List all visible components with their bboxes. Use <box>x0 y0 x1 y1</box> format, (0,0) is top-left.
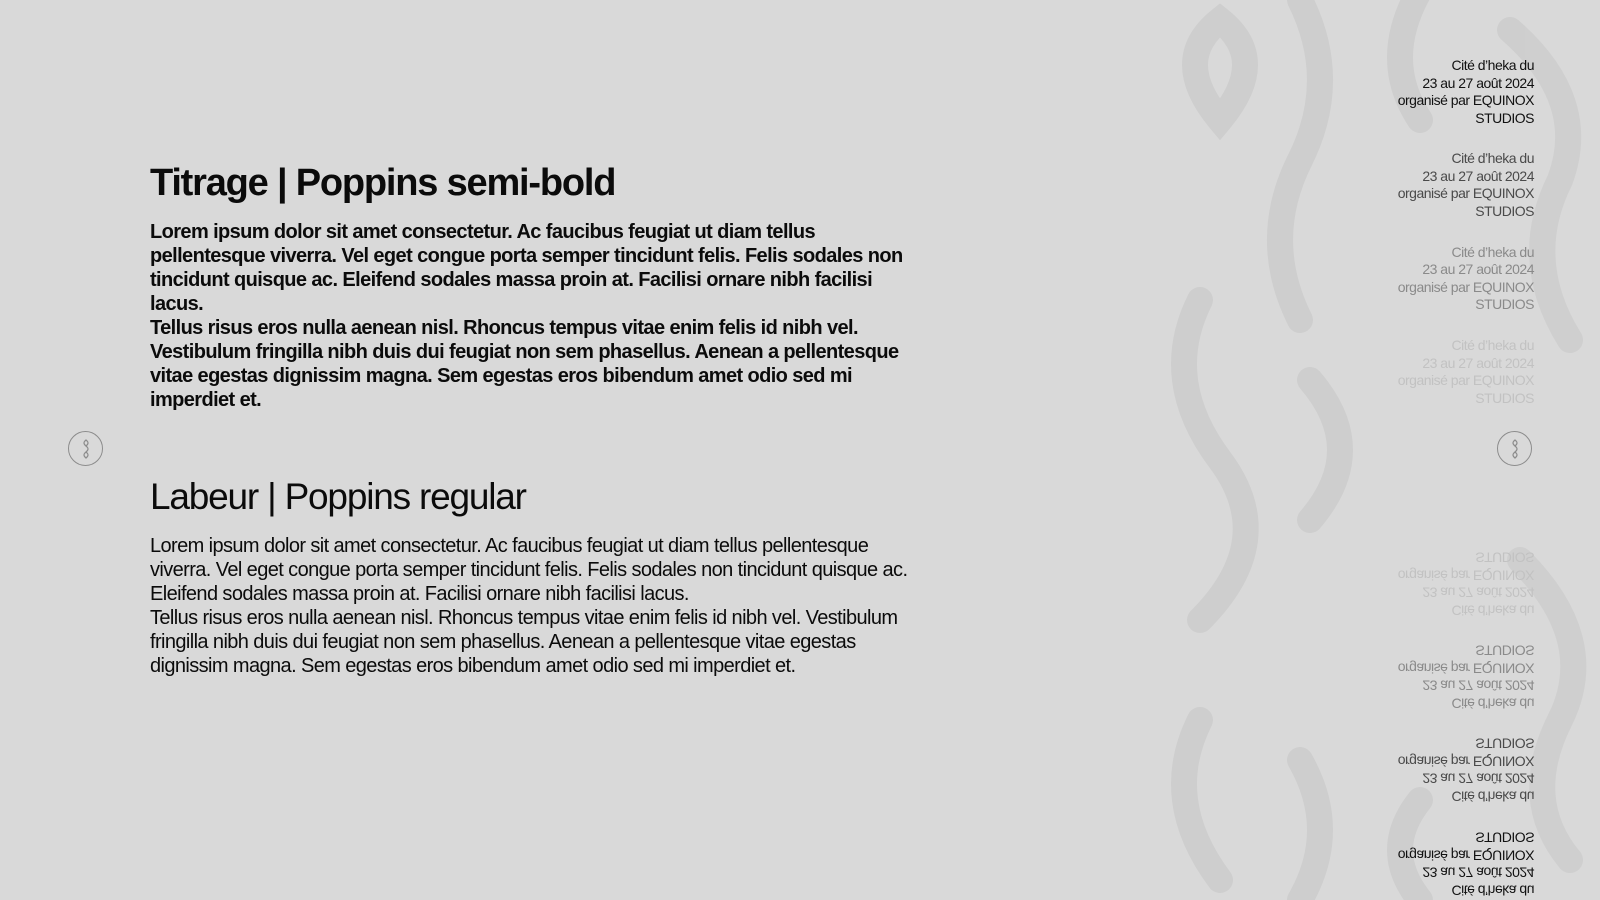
event-info-stack <box>1294 57 1534 898</box>
info-spacer <box>1294 431 1534 525</box>
section-body-style <box>150 474 920 678</box>
section-title: Titrage | Poppins semi-bold <box>150 162 616 204</box>
event-info-block-reflected <box>1294 711 1534 804</box>
event-info-organizer: organisé par EQUINOX <box>1397 847 1534 864</box>
event-info-dates: 23 au 27 août 2024 <box>1422 864 1534 881</box>
section-paragraph: Tellus risus eros nulla aenean nisl. Rhoncus tempus vitae enim felis id nibh vel. Vestibulum fringilla nibh duis dui feugiat non sem phasellus. Aenean a pellentesque vitae egestas dignissim magna. Sem egestas eros bibendum amet odio sed mi imperdiet et. <box>150 317 899 411</box>
event-info-venue: Cité d’heka du <box>1451 788 1534 805</box>
section-paragraph: Lorem ipsum dolor sit amet consectetur. Ac faucibus feugiat ut diam tellus pellentesque viverra. Vel eget congue porta semper tincidunt felis. Felis sodales non tincidunt quisque ac. Eleifend sodales massa proin at. Facilisi ornare nibh facilisi lacus. <box>150 221 903 315</box>
event-info-venue: Cité d’heka du <box>1451 57 1534 73</box>
section-paragraph: Tellus risus eros nulla aenean nisl. Rhoncus tempus vitae enim felis id nibh vel. Vestibulum fringilla nibh duis dui feugiat non sem phasellus. Aenean a pellentesque vitae egestas dignissim magna. Sem egestas eros bibendum amet odio sed mi imperdiet et. <box>150 607 898 677</box>
event-info-studio: STUDIOS <box>1475 642 1534 659</box>
event-info-venue: Cité d’heka du <box>1451 243 1534 260</box>
event-info-venue: Cité d’heka du <box>1451 882 1534 899</box>
event-info-venue: Cité d’heka du <box>1451 601 1534 618</box>
event-info-venue: Cité d’heka du <box>1451 695 1534 712</box>
event-info-organizer: organisé par EQUINOX <box>1397 185 1534 202</box>
event-info-organizer: organisé par EQUINOX <box>1397 92 1534 108</box>
event-info-studio: STUDIOS <box>1475 549 1534 566</box>
event-info-dates: 23 au 27 août 2024 <box>1422 74 1534 91</box>
event-info-dates: 23 au 27 août 2024 <box>1422 771 1534 788</box>
event-info-block-reflected <box>1294 805 1534 898</box>
event-info-studio: STUDIOS <box>1475 109 1534 126</box>
event-info-organizer: organisé par EQUINOX <box>1397 660 1534 677</box>
event-info-dates: 23 au 27 août 2024 <box>1422 167 1534 184</box>
main-content <box>150 160 920 678</box>
event-info-venue: Cité d’heka du <box>1451 150 1534 167</box>
event-info-dates: 23 au 27 août 2024 <box>1422 677 1534 694</box>
event-info-organizer: organisé par EQUINOX <box>1397 753 1534 770</box>
section-title: Labeur | Poppins regular <box>150 476 526 517</box>
event-info-studio: STUDIOS <box>1475 296 1534 313</box>
event-info-block <box>1294 337 1534 430</box>
event-info-dates: 23 au 27 août 2024 <box>1422 584 1534 601</box>
event-info-studio: STUDIOS <box>1475 736 1534 753</box>
event-info-block <box>1294 57 1534 150</box>
event-info-studio: STUDIOS <box>1475 202 1534 219</box>
event-info-dates: 23 au 27 août 2024 <box>1422 354 1534 371</box>
event-info-block-reflected <box>1294 618 1534 711</box>
event-info-studio: STUDIOS <box>1475 829 1534 846</box>
prev-slide-button[interactable] <box>68 431 103 466</box>
ornament-icon <box>80 438 92 460</box>
event-info-dates: 23 au 27 août 2024 <box>1422 261 1534 278</box>
event-info-organizer: organisé par EQUINOX <box>1397 372 1534 389</box>
event-info-venue: Cité d’heka du <box>1451 337 1534 354</box>
event-info-organizer: organisé par EQUINOX <box>1397 278 1534 295</box>
event-info-block <box>1294 150 1534 243</box>
section-heading-style <box>150 160 920 412</box>
event-info-block <box>1294 244 1534 337</box>
section-paragraph: Lorem ipsum dolor sit amet consectetur. Ac faucibus feugiat ut diam tellus pellentesque viverra. Vel eget congue porta semper tincidunt felis. Felis sodales non tincidunt quisque ac. Eleifend sodales massa proin at. Facilisi ornare nibh facilisi lacus. <box>150 535 908 605</box>
event-info-studio: STUDIOS <box>1475 389 1534 406</box>
event-info-block-reflected <box>1294 525 1534 618</box>
event-info-organizer: organisé par EQUINOX <box>1397 566 1534 583</box>
